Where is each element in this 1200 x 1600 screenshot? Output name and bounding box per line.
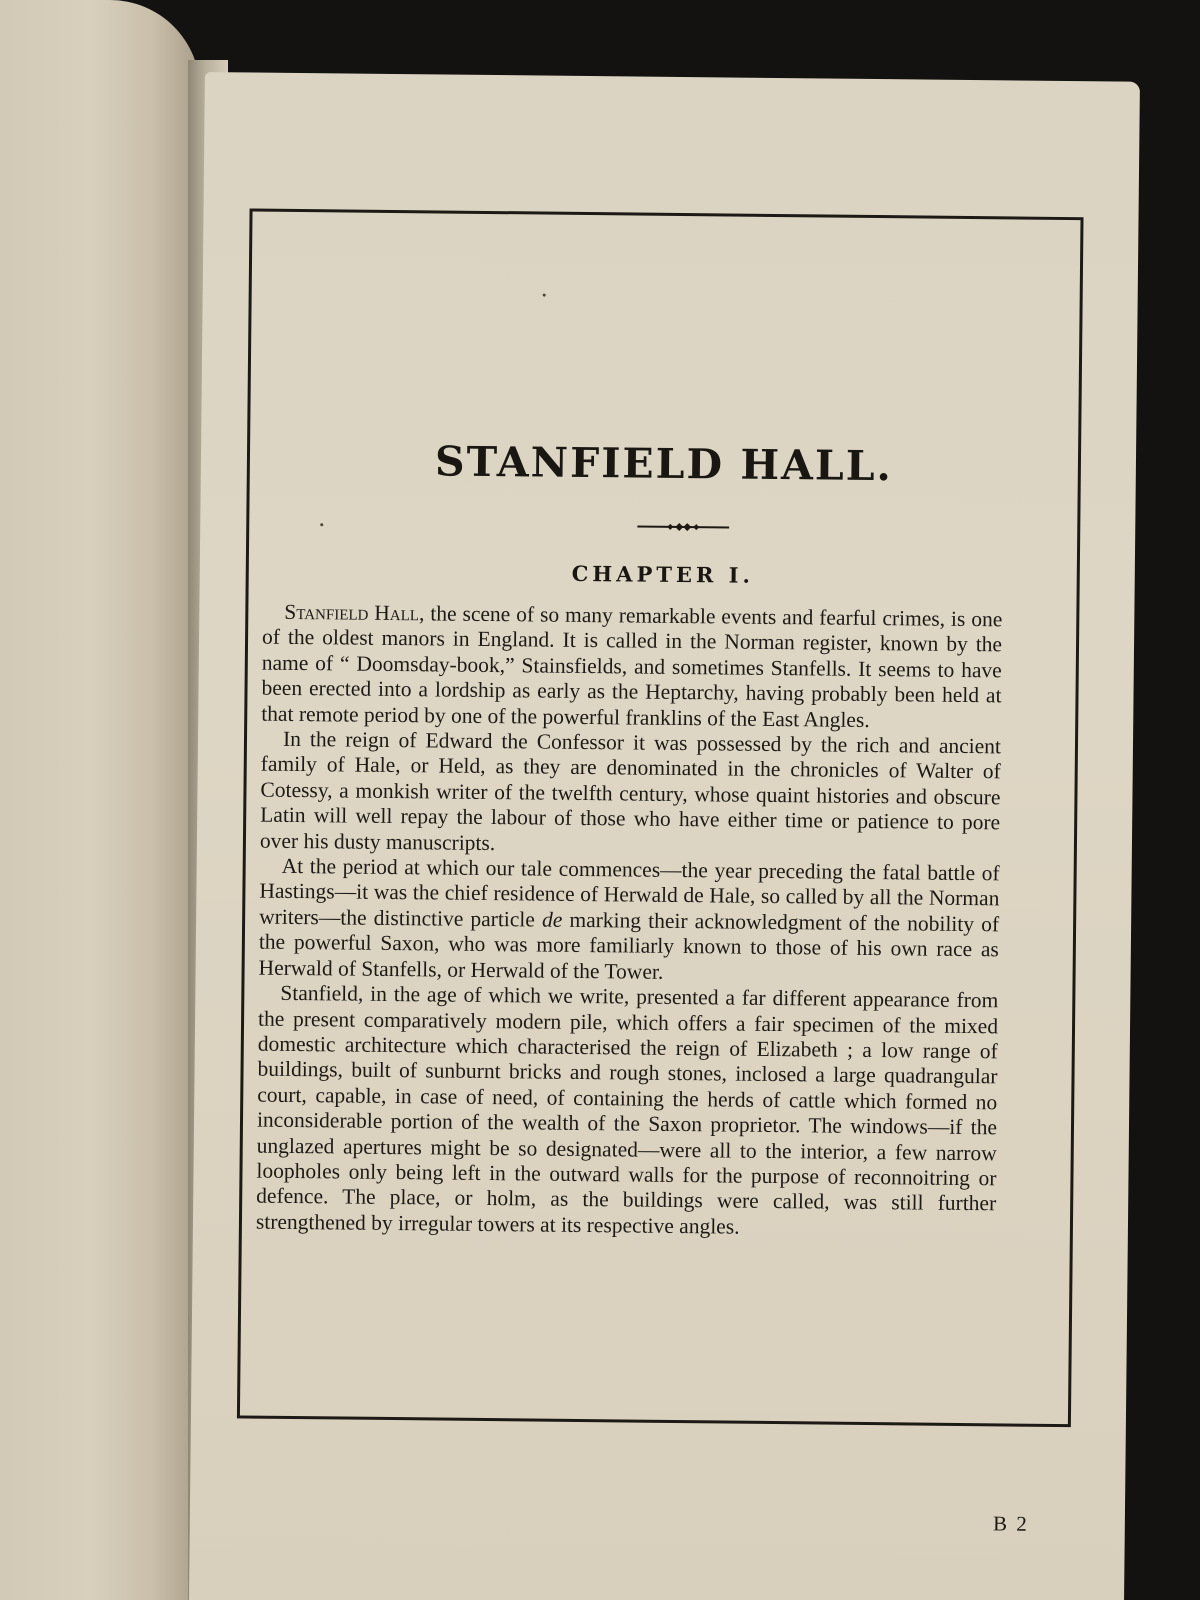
paragraph-text: At the period at which our tale commences—the year preceding the fatal battle of Hastings—it was the chief residence of Herwald de Hale, so called by all the Norman writers—the distinctive particle — [259, 853, 1000, 932]
italic-word: de — [541, 907, 563, 932]
chapter-text — [256, 600, 1003, 1243]
paragraph-4 — [256, 981, 999, 1243]
paragraph-3 — [258, 854, 999, 989]
paragraph-text: Stanfield, in the age of which we write, presented a far different appearance from the present comparatively modern pile, which offers a fair specimen of the mixed domestic architecture which characterised the reign of Elizabeth ; a low range of buildings, built of sunburnt bricks and rough stones, inclosed a large quadrangular court, capable, in case of need, of containing the herds of cattle which formed no inconsiderable portion of the wealth of the Saxon proprietor. The windows—if the unglazed apertures might be so designated—were all to the interior, a few narrow loopholes only being left in the outward walls for the purpose of reconnoitring or defence. The place, or holm, as the buildings were called, was still further strengthened by irregular towers at its respective angles. — [255, 980, 999, 1239]
paragraph-text: the scene of so many remarkable events and fearful crimes, is one of the oldest manors in England. It is called in the Norman register, known by the name of “ Doomsday-book,” Stainsfields, and sometimes Stanfells. It seems to have been erected into a lordship as early as the Heptarchy, having probably been held at that remote period by one of the powerful franklins of the East Angles. — [261, 601, 1003, 732]
paragraph-2 — [260, 727, 1001, 862]
ornament-divider — [637, 520, 729, 535]
paragraph-1 — [261, 600, 1002, 735]
book-title: STANFIELD HALL. — [434, 437, 894, 491]
left-page — [0, 0, 200, 1600]
signature-mark: B 2 — [992, 1511, 1029, 1536]
chapter-heading: CHAPTER I. — [571, 560, 754, 588]
right-page — [189, 72, 1140, 1600]
paragraph-lead-words: Stanfield Hall, — [284, 599, 425, 626]
paragraph-text: marking their acknowledgment of the nobility of the powerful Saxon, who was more familiarly known to those of his own race as Herwald of Stanfells, or Herwald of the Tower. — [258, 907, 1000, 984]
page-border-frame — [237, 208, 1084, 1536]
paragraph-text: In the reign of Edward the Confessor it was possessed by the rich and ancient family of Hale, or Held, as they are denominated in the chronicles of Walter of Cotessy, a monkish writer of the twelfth century, whose quaint histories and obscure Latin will well repay the labour of those who have either time or patience to pore over his dusty manuscripts. — [259, 726, 1002, 855]
